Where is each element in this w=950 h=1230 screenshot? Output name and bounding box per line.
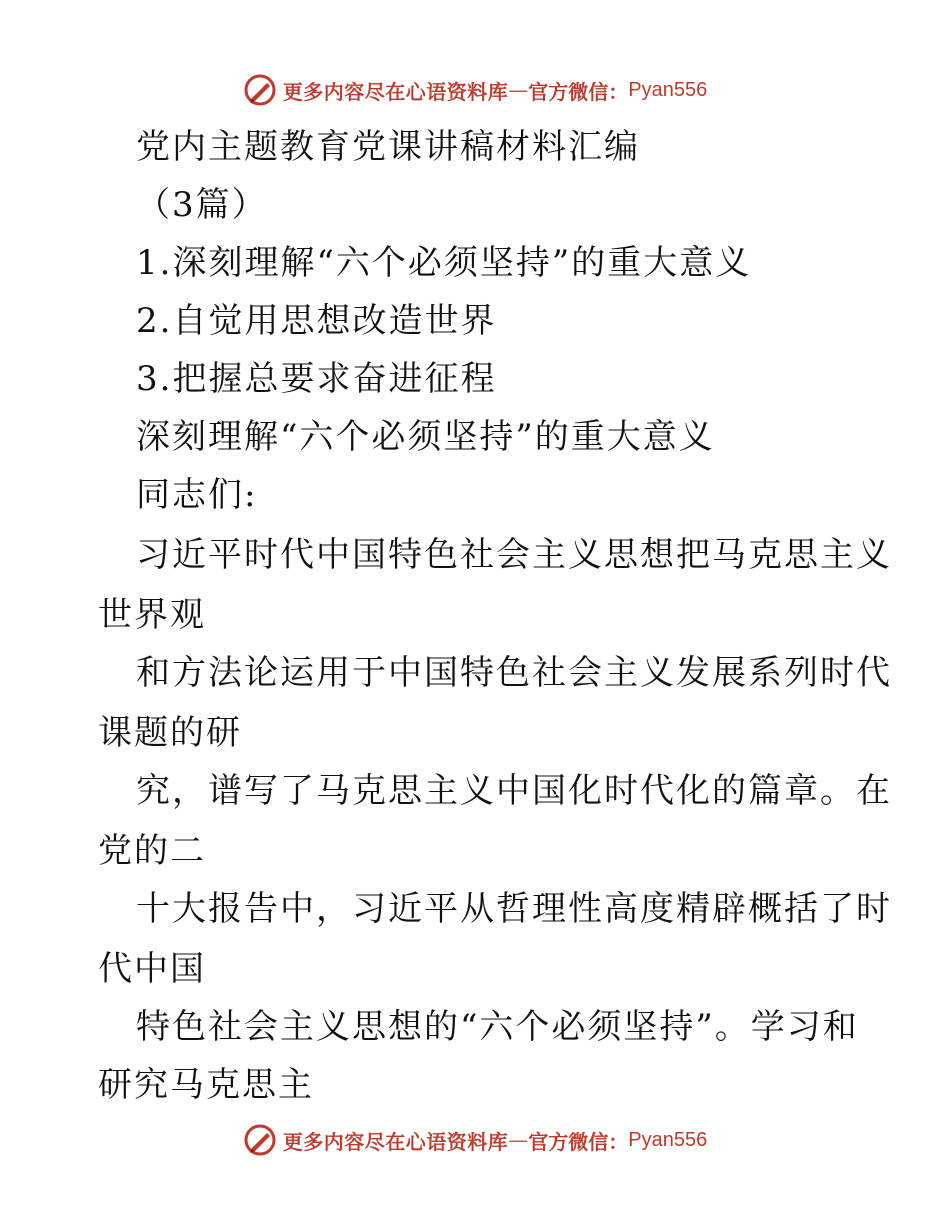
pen-seal-icon xyxy=(243,73,277,107)
paragraph-line: 课题的研 xyxy=(98,713,242,753)
toc-item-1: 1.深刻理解“六个必须坚持”的重大意义 xyxy=(136,243,752,283)
document-subtitle: （3篇） xyxy=(136,185,268,225)
salutation: 同志们: xyxy=(136,475,258,515)
paragraph-line: 特色社会主义思想的“六个必须坚持”。学习和 xyxy=(136,1007,859,1047)
paragraph-line: 代中国 xyxy=(98,949,206,989)
banner-wechat-id: Pyan556 xyxy=(628,78,708,101)
toc-item-3: 3.把握总要求奋进征程 xyxy=(136,359,497,399)
paragraph-line: 研究马克思主 xyxy=(98,1065,314,1105)
toc-item-2: 2.自觉用思想改造世界 xyxy=(136,301,497,341)
footer-watermark-banner xyxy=(0,1120,950,1160)
banner-wechat-id: Pyan556 xyxy=(628,1128,708,1151)
header-watermark-banner xyxy=(0,70,950,110)
banner-wechat-label: 官方微信： xyxy=(528,79,629,104)
banner-text: 更多内容尽在心语资料库 xyxy=(282,1129,509,1154)
paragraph-line: 和方法论运用于中国特色社会主义发展系列时代 xyxy=(136,653,892,693)
paragraph-line: 世界观 xyxy=(98,595,206,635)
banner-separator: — xyxy=(508,78,529,102)
paragraph-line: 习近平时代中国特色社会主义思想把马克思主义 xyxy=(136,535,892,575)
paragraph-line: 党的二 xyxy=(98,831,206,871)
banner-separator: — xyxy=(508,1128,529,1152)
banner-wechat-label: 官方微信： xyxy=(528,1129,629,1154)
paragraph-line: 十大报告中，习近平从哲理性高度精辟概括了时 xyxy=(136,889,892,929)
pen-seal-icon xyxy=(243,1123,277,1157)
section-heading: 深刻理解“六个必须坚持”的重大意义 xyxy=(136,417,715,457)
banner-text: 更多内容尽在心语资料库 xyxy=(282,79,509,104)
document-title: 党内主题教育党课讲稿材料汇编 xyxy=(136,127,640,167)
paragraph-line: 究，谱写了马克思主义中国化时代化的篇章。在 xyxy=(136,771,892,811)
